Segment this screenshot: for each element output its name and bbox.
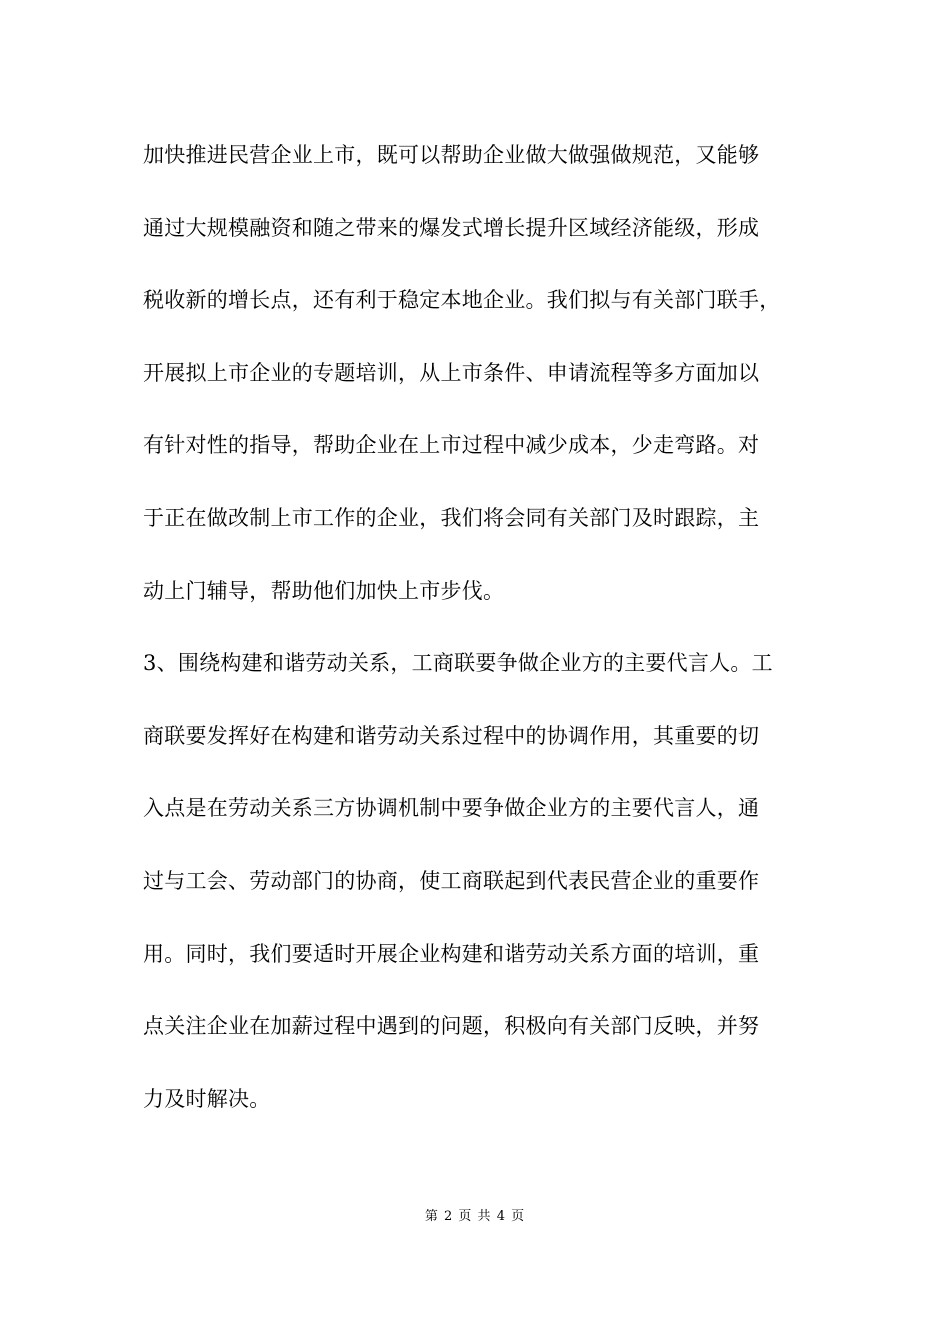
page-footer xyxy=(0,1207,950,1227)
text-line: 过与工会、劳动部门的协商，使工商联起到代表民营企业的重要作 xyxy=(143,868,760,893)
text-line: 于正在做改制上市工作的企业，我们将会同有关部门及时跟踪，主 xyxy=(143,505,760,530)
text-line: 3、围绕构建和谐劳动关系，工商联要争做企业方的主要代言人。工 xyxy=(143,651,773,676)
text-line: 通过大规模融资和随之带来的爆发式增长提升区域经济能级，形成 xyxy=(143,215,760,240)
text-line: 用。同时，我们要适时开展企业构建和谐劳动关系方面的培训，重 xyxy=(143,941,760,966)
text-line: 有针对性的指导，帮助企业在上市过程中减少成本，少走弯路。对 xyxy=(143,433,760,458)
text-line: 商联要发挥好在构建和谐劳动关系过程中的协调作用，其重要的切 xyxy=(143,723,760,748)
body-text xyxy=(143,128,833,1144)
text-line: 开展拟上市企业的专题培训，从上市条件、申请流程等多方面加以 xyxy=(143,360,760,385)
text-line: 入点是在劳动关系三方协调机制中要争做企业方的主要代言人，通 xyxy=(143,796,760,821)
text-line: 税收新的增长点，还有利于稳定本地企业。我们拟与有关部门联手， xyxy=(143,288,781,313)
page-number: 第 2 页 共 4 页 xyxy=(424,1209,526,1224)
text-line: 点关注企业在加薪过程中遇到的问题，积极向有关部门反映，并努 xyxy=(143,1014,760,1039)
text-line: 力及时解决。 xyxy=(143,1086,271,1111)
text-line: 动上门辅导，帮助他们加快上市步伐。 xyxy=(143,578,505,603)
text-line: 加快推进民营企业上市，既可以帮助企业做大做强做规范，又能够 xyxy=(143,143,760,167)
